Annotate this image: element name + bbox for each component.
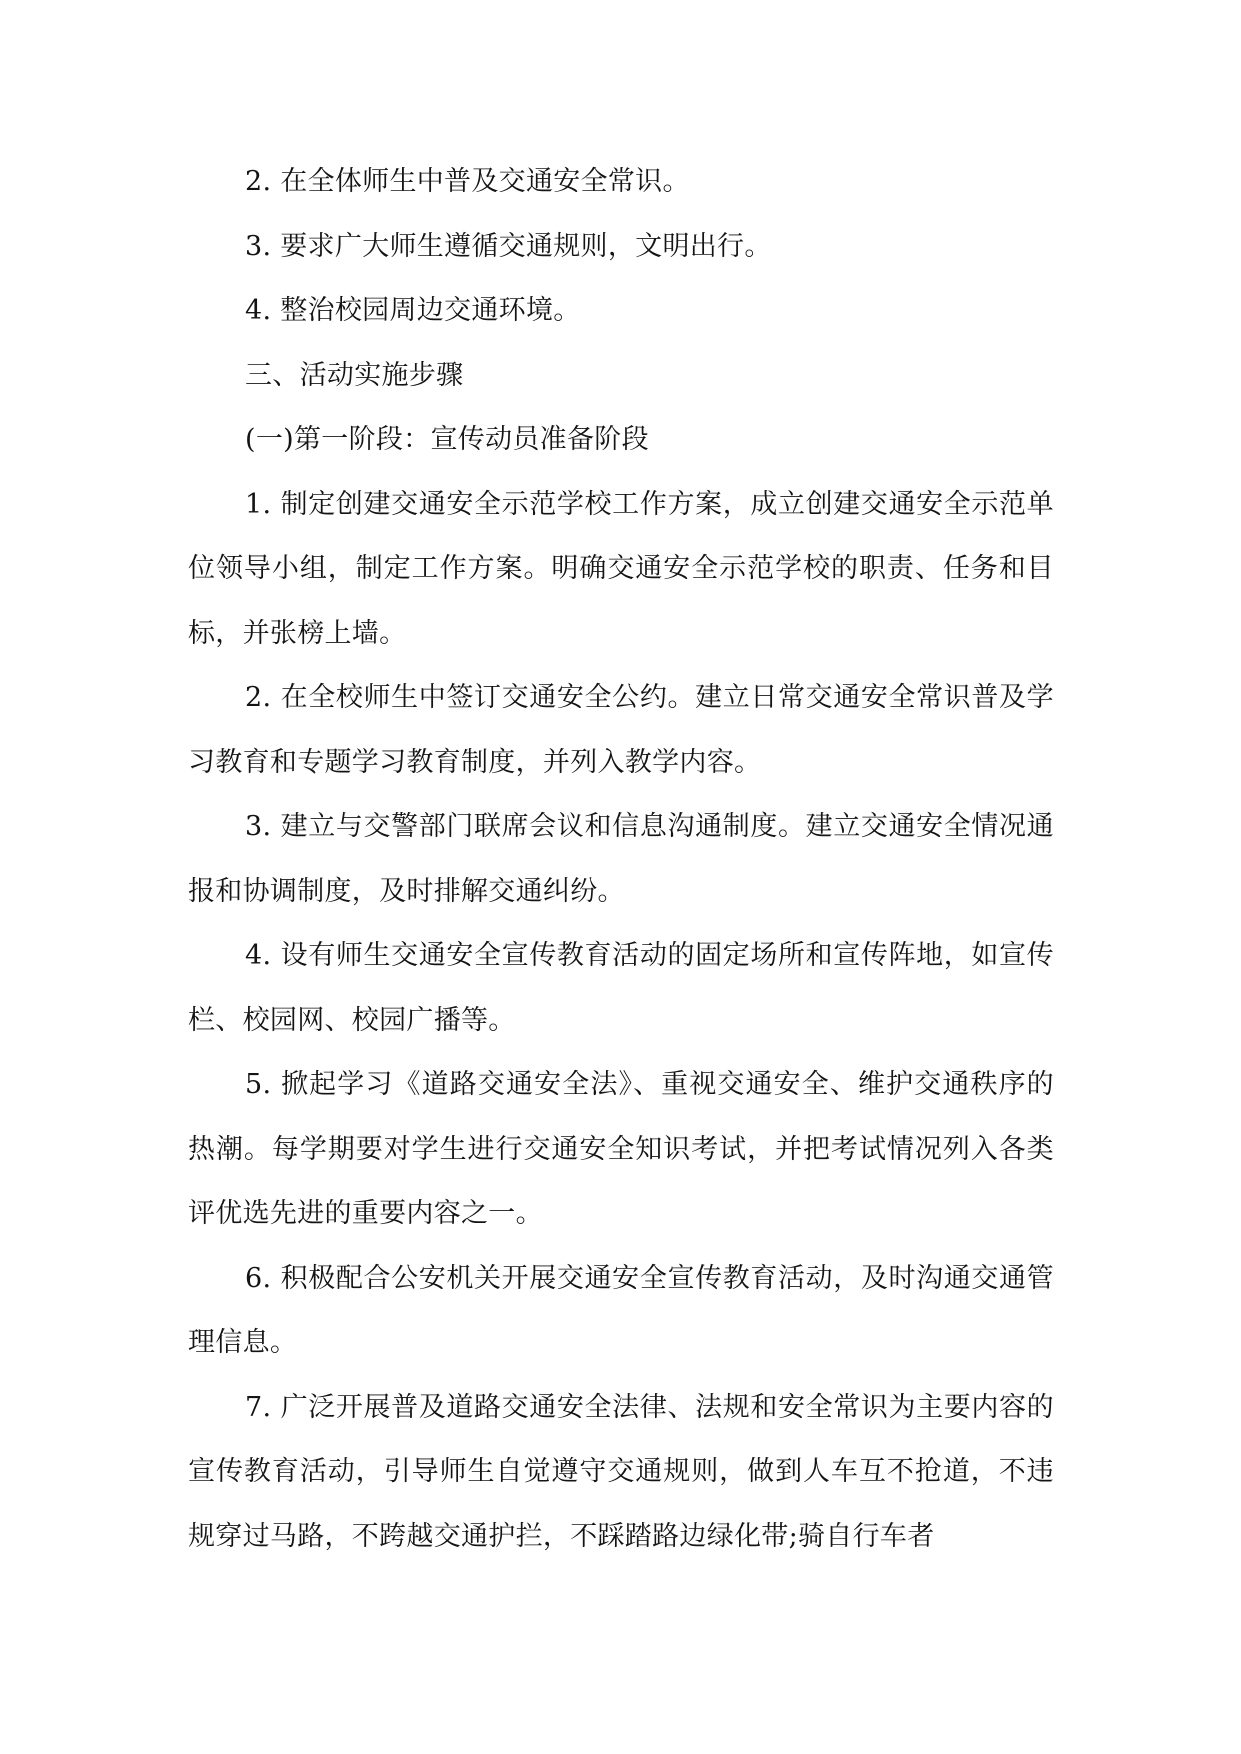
step-paragraph-5: 5. 掀起学习《道路交通安全法》、重视交通安全、维护交通秩序的热潮。每学期要对学生进行交通安全知识考试，并把考试情况列入各类评优选先进的重要内容之一。 — [188, 1069, 1054, 1229]
paragraph-item-4: 4. 整治校园周边交通环境。 — [245, 295, 581, 326]
paragraph-item-3: 3. 要求广大师生遵循交通规则，文明出行。 — [245, 230, 772, 262]
step-paragraph-3: 3. 建立与交警部门联席会议和信息沟通制度。建立交通安全情况通报和协调制度，及时排解交通纠纷。 — [188, 811, 1054, 907]
step-paragraph-4: 4. 设有师生交通安全宣传教育活动的固定场所和宣传阵地，如宣传栏、校园网、校园广播等。 — [188, 940, 1054, 1036]
paragraph-item-2: 2. 在全体师生中普及交通安全常识。 — [245, 166, 690, 197]
document-body — [188, 150, 1054, 1569]
step-paragraph-1: 1. 制定创建交通安全示范学校工作方案，成立创建交通安全示范单位领导小组，制定工作方案。明确交通安全示范学校的职责、任务和目标，并张榜上墙。 — [188, 488, 1054, 649]
subsection-heading-1: (一)第一阶段：宣传动员准备阶段 — [245, 424, 649, 455]
step-paragraph-7: 7. 广泛开展普及道路交通安全法律、法规和安全常识为主要内容的宣传教育活动，引导师生自觉遵守交通规则，做到人车互不抢道，不违规穿过马路，不跨越交通护拦，不踩踏路边绿化带;骑自行车者 — [188, 1391, 1054, 1552]
step-paragraph-2: 2. 在全校师生中签订交通安全公约。建立日常交通安全常识普及学习教育和专题学习教育制度，并列入教学内容。 — [188, 682, 1054, 778]
section-heading-3: 三、活动实施步骤 — [245, 359, 464, 391]
step-paragraph-6: 6. 积极配合公安机关开展交通安全宣传教育活动，及时沟通交通管理信息。 — [188, 1262, 1054, 1358]
